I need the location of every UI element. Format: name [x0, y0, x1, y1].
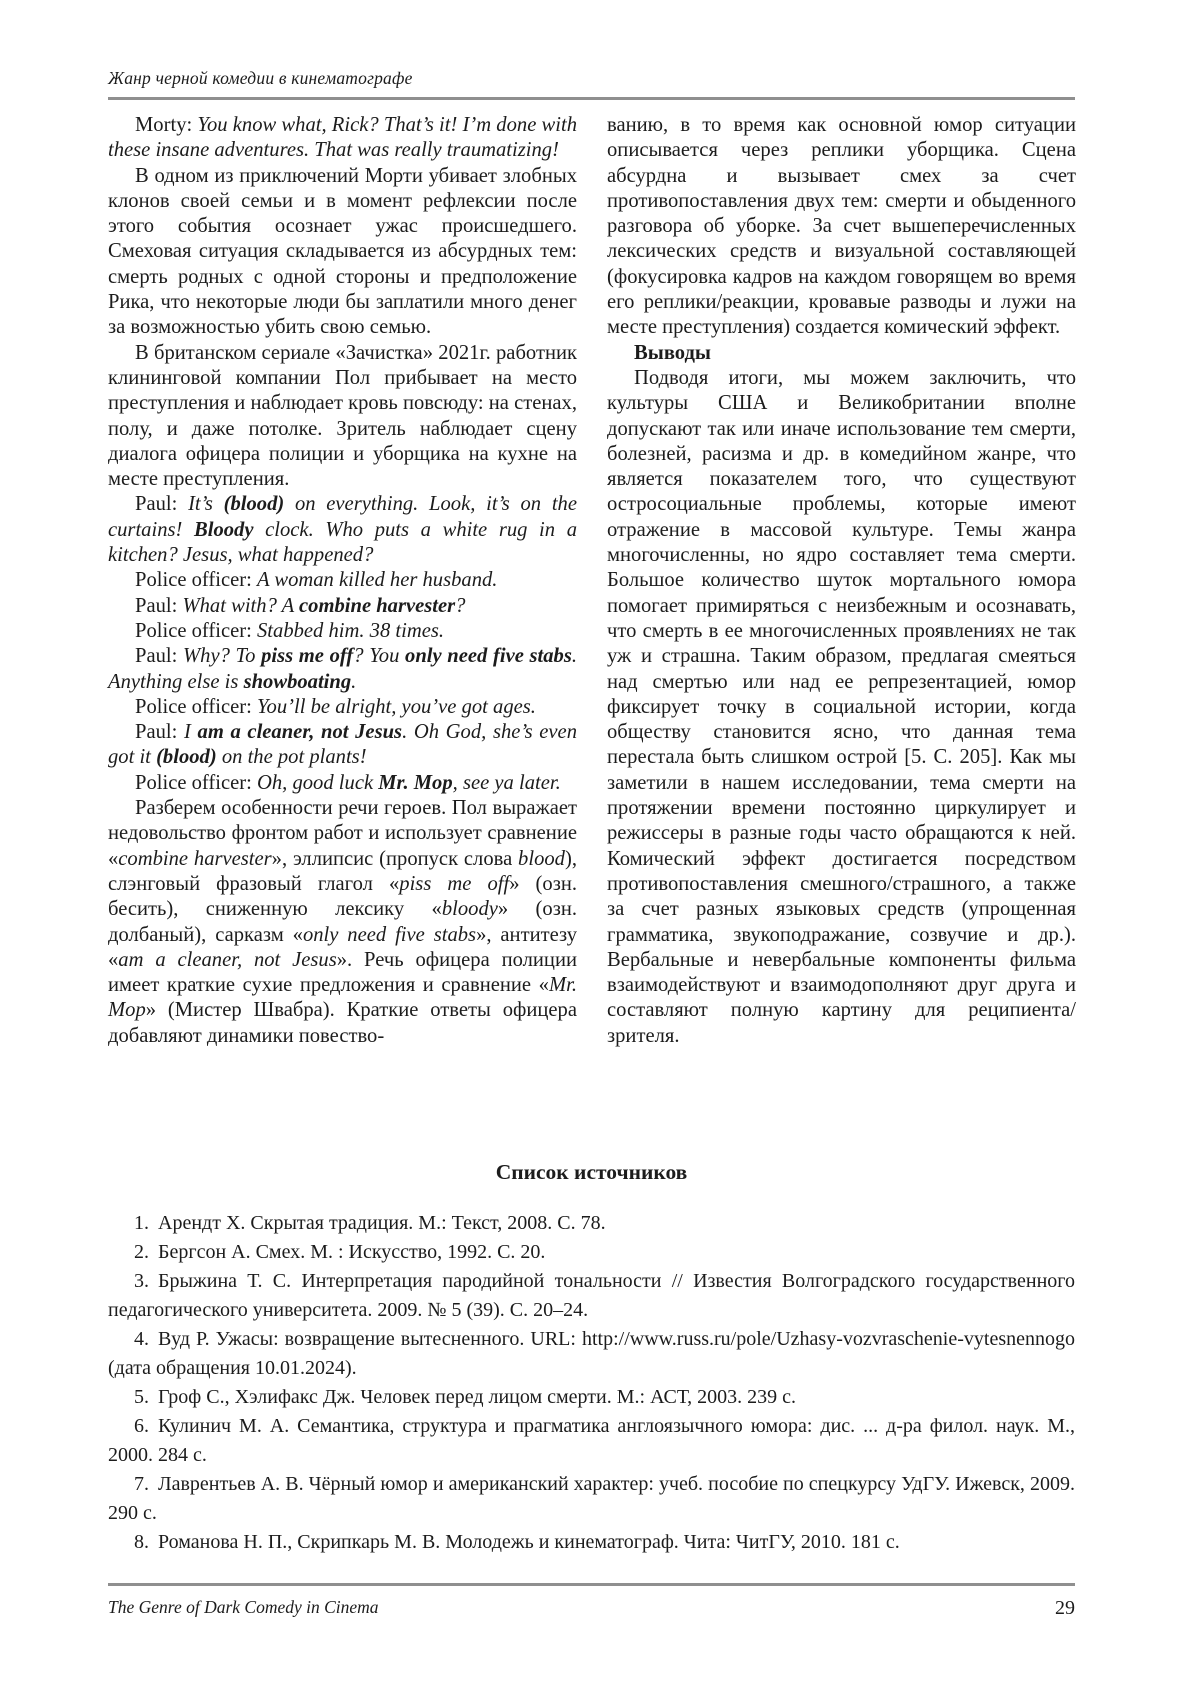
- text-run: ), слэнговый фразовый глагол «: [108, 847, 577, 895]
- text-run: Oh, good luck: [257, 771, 379, 794]
- reference-text: Вуд Р. Ужасы: возвращение вытесненного. URL: http://www.russ.ru/pole/Uzhasy-vozvraschenie-vytesnennogo (дата обращения 10.01.2024).: [108, 1328, 1075, 1379]
- text-run: A woman killed her husband.: [257, 569, 498, 592]
- paragraph: [108, 695, 577, 720]
- text-run: » (озн. бесить), сниженную лексику «: [108, 872, 577, 921]
- reference-list: [108, 1209, 1075, 1557]
- paragraph: [607, 113, 1076, 341]
- article-body: [108, 113, 1076, 1049]
- text-run: . Oh God, she’s even got it: [108, 721, 577, 769]
- reference-number: 3.: [134, 1270, 149, 1292]
- text-run: .: [351, 670, 357, 693]
- text-run: Paul:: [135, 493, 189, 516]
- paragraph: [108, 164, 577, 341]
- text-run: only need five stabs: [405, 645, 572, 668]
- reference-text: Брыжина Т. С. Интерпретация пародийной тональности // Известия Волгоградского государственного педагогического университета. 2009. № 5 (39). С. 20–24.: [108, 1270, 1075, 1321]
- text-run: », антитезу «: [108, 923, 577, 971]
- footer-running-title: The Genre of Dark Comedy in Cinema: [108, 1597, 379, 1617]
- paragraph: [108, 568, 577, 593]
- text-run: Выводы: [634, 341, 711, 364]
- text-run: clock. Who puts a white rug in a kitchen? Jesus, what happened?: [108, 518, 577, 567]
- text-run: I: [184, 721, 198, 744]
- text-run: », эллипсис (пропуск слова: [271, 847, 519, 870]
- text-run: Paul:: [135, 645, 183, 668]
- reference-item: [108, 1470, 1075, 1528]
- text-run: Police officer:: [135, 695, 257, 718]
- paragraph: [108, 644, 577, 695]
- text-run: It’s: [188, 493, 224, 516]
- text-run: Paul:: [135, 594, 183, 617]
- reference-number: 6.: [134, 1415, 149, 1437]
- reference-number: 8.: [134, 1531, 149, 1553]
- references-heading: Список источников: [495, 1160, 688, 1184]
- reference-item: [108, 1209, 1075, 1238]
- paragraph: [108, 341, 577, 493]
- page-footer: [108, 1597, 1075, 1620]
- right-column: [607, 113, 1076, 1049]
- text-run: ». Речь офицера полиции имеет краткие сухие предложения и сравнение «: [108, 948, 577, 997]
- text-run: am a cleaner, not Jesus: [197, 721, 403, 744]
- running-header-title: Жанр черной комедии в кинематографе: [108, 68, 413, 88]
- text-run: ванию, в то время как основной юмор ситуации описывается через реплики уборщика. Сцена абсурдна и вызывает смех за счет противопоставления двух тем: смерти и обыденного разговора об уборке. За счет вышеперечисленных лексических средств и визуальной составляющей (фокусировка кадров на каждом говорящем во время его реплики/реакции, кровавые разводы и лужи на месте преступления) создается комический эффект.: [607, 114, 1076, 339]
- text-run: am a cleaner, not Jesus: [118, 948, 337, 971]
- text-run: You’ll be alright, you’ve got ages.: [257, 695, 536, 718]
- header-rule: [108, 97, 1075, 100]
- text-run: Why? To: [183, 645, 262, 668]
- text-run: Подводя итоги, мы можем заключить, что культуры США и Великобритании вполне допускают так или иначе использование тем смерти, болезней, расизма и др. в комедийном жанре, что является показателем того, что существуют остросоциальные проблемы, которые имеют отражение в массовой культуре. Темы жанра многочисленны, но ядро составляет тема смерти. Большое количество шуток мортального юмора помогает примиряться с неизбежным и осознавать, что смерть в ее многочисленных проявлениях не так уж и страшна. Таким образом, предлагая смеяться над смертью или над ее репрезентацией, юмор фиксирует точку в социальной истории, когда обществу становится ясно, что данная тема перестала быть слишком острой [5. С. 205]. Как мы заметили в нашем исследовании, тема смерти на протяжении времени постоянно циркулирует и режиссеры в разные годы часто обращаются к ней. Комический эффект достигается посредством противопоставления смешного/страшного, а также за счет разных языковых средств (упрощенная грамматика, звукоподражание, созвучие и др.). Вербальные и невербальные компоненты фильма взаимодействуют и взаимодополняют друг друга и составляют полную картину для реципиента/зрителя.: [607, 366, 1076, 1047]
- paragraph: [108, 113, 577, 164]
- reference-number: 5.: [134, 1386, 149, 1408]
- reference-text: Бергсон А. Смех. М. : Искусство, 1992. С. 20.: [158, 1241, 546, 1263]
- text-run: Mr. Mop: [378, 771, 453, 794]
- reference-text: Романова Н. П., Скрипкарь М. В. Молодежь и кинематограф. Чита: ЧитГУ, 2010. 181 с.: [158, 1531, 900, 1553]
- text-run: Paul:: [135, 721, 184, 744]
- text-run: What with? A: [182, 594, 300, 617]
- text-run: piss me off: [261, 645, 354, 668]
- text-run: combine harvester: [118, 847, 272, 870]
- left-column: [108, 113, 577, 1049]
- text-run: Mr. Mop: [108, 974, 577, 1022]
- text-run: ? You: [353, 645, 406, 668]
- text-run: . Anything else is: [108, 645, 578, 693]
- text-run: В британском сериале «Зачистка» 2021г. работник клининговой компании Пол прибывает на место преступления и наблюдает кровь повсюду: на стенах, полу, и даже потолке. Зритель наблюдает сцену диалога офицера полиции и уборщика на кухне на месте преступления.: [108, 341, 577, 491]
- text-run: Police officer:: [135, 569, 257, 592]
- text-run: blood: [518, 847, 565, 870]
- text-run: Morty:: [135, 114, 198, 136]
- reference-number: 4.: [134, 1328, 149, 1350]
- paragraph: [108, 594, 577, 619]
- text-run: piss me off: [399, 872, 510, 895]
- reference-item: [108, 1412, 1075, 1470]
- reference-item: [108, 1383, 1075, 1412]
- text-run: Police officer:: [135, 771, 257, 794]
- text-run: , see ya later.: [452, 771, 561, 794]
- paragraph: [108, 771, 577, 796]
- text-run: bloody: [441, 898, 498, 921]
- text-run: showboating: [243, 670, 352, 693]
- reference-item: [108, 1325, 1075, 1383]
- reference-text: Арендт Х. Скрытая традиция. М.: Текст, 2008. С. 78.: [158, 1212, 606, 1234]
- reference-item: [108, 1528, 1075, 1557]
- text-run: » (Мистер Швабра). Краткие ответы офицера добавляют динамики повество-: [108, 999, 577, 1047]
- text-run: combine harvester: [299, 594, 456, 617]
- paragraph: [108, 796, 577, 1049]
- text-run: (blood): [223, 493, 285, 516]
- text-run: Stabbed him. 38 times.: [257, 619, 445, 642]
- text-run: You know what, Rick? That’s it! I’m done with these insane adventures. That was really traumatizing!: [108, 114, 577, 162]
- reference-text: Гроф С., Хэлифакс Дж. Человек перед лицом смерти. М.: АСТ, 2003. 239 с.: [158, 1386, 796, 1408]
- reference-number: 7.: [134, 1473, 149, 1495]
- reference-number: 1.: [134, 1212, 149, 1234]
- conclusions-heading: [607, 341, 1076, 366]
- text-run: Разберем особенности речи героев. Пол выражает недовольство фронтом работ и использует сравнение «: [108, 797, 577, 870]
- reference-number: 2.: [134, 1241, 149, 1263]
- reference-item: [108, 1238, 1075, 1267]
- text-run: on everything. Look, it’s on the curtains!: [108, 493, 577, 541]
- reference-text: Лаврентьев А. В. Чёрный юмор и американский характер: учеб. пособие по спецкурсу УдГУ. Ижевск, 2009. 290 с.: [108, 1473, 1075, 1524]
- text-run: В одном из приключений Морти убивает злобных клонов своей семьи и в момент рефлексии после этого события осознает ужас происшедшего. Смеховая ситуация складывается из абсурдных тем: смерть родных с одной стороны и предположение Рика, что некоторые люди бы заплатили много денег за возможностью убить свою семью.: [108, 164, 577, 339]
- footer-rule: [108, 1583, 1075, 1586]
- text-run: on the pot plants!: [216, 746, 367, 769]
- text-run: Bloody: [194, 518, 254, 541]
- paragraph: [108, 619, 577, 644]
- references-section: [108, 1160, 1075, 1557]
- text-run: Police officer:: [135, 619, 257, 642]
- text-run: only need five stabs: [302, 923, 477, 946]
- reference-text: Кулинич М. А. Семантика, структура и прагматика англоязычного юмора: дис. ... д-ра филол. наук. М., 2000. 284 с.: [108, 1415, 1075, 1466]
- paragraph: [108, 492, 577, 568]
- text-run: (blood): [156, 746, 217, 769]
- reference-item: [108, 1267, 1075, 1325]
- paragraph: [108, 720, 577, 771]
- text-run: » (озн. долбаный), сарказм «: [108, 898, 578, 946]
- page-number: 29: [1055, 1597, 1075, 1619]
- text-run: ?: [455, 594, 466, 617]
- paragraph: [607, 366, 1076, 1049]
